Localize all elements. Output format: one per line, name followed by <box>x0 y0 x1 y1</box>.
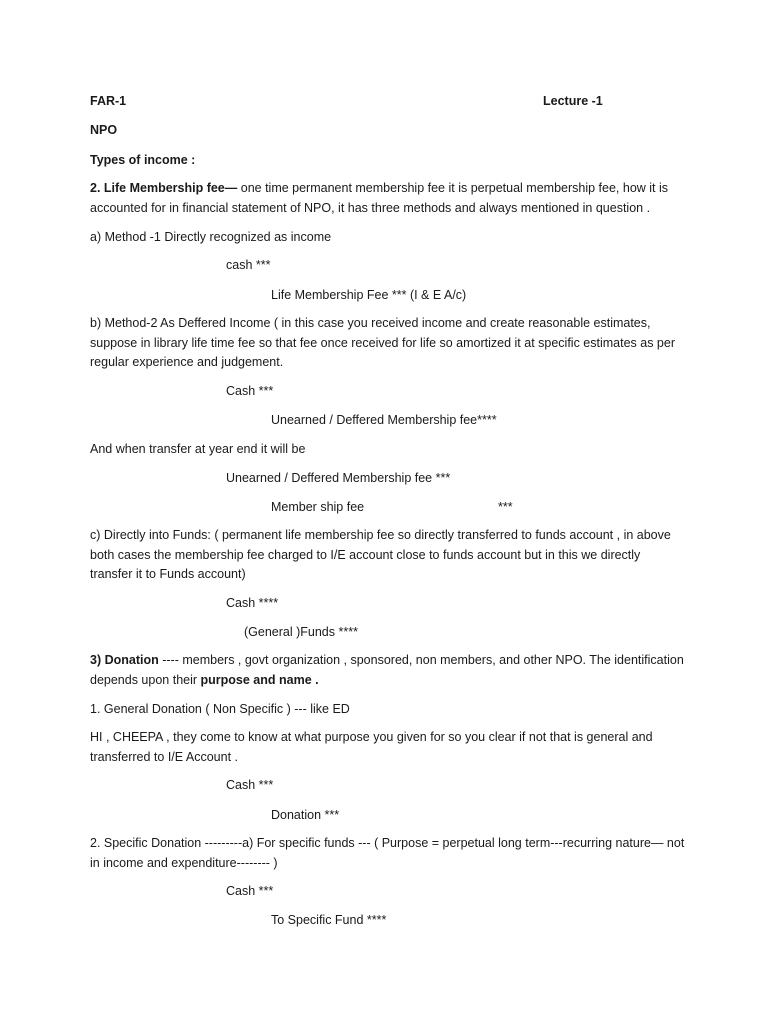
transfer-note: And when transfer at year end it will be <box>90 442 306 456</box>
transfer-debit-entry: Unearned / Deffered Membership fee *** <box>226 471 451 485</box>
donation-description: ---- members , govt organization , sponsored, non members, and other NPO. The identification depends upon their <box>90 653 684 687</box>
life-membership-heading: 2. Life Membership fee— <box>90 181 238 195</box>
method1-credit-entry: Life Membership Fee *** (I & E A/c) <box>271 288 467 302</box>
specific-donation-debit-entry: Cash *** <box>226 884 274 898</box>
method2-debit-entry: Cash *** <box>226 384 274 398</box>
lecture-number: Lecture -1 <box>543 94 603 108</box>
course-code: FAR-1 <box>90 94 127 108</box>
method3-credit-entry: (General )Funds **** <box>244 625 358 639</box>
life-membership-description: one time permanent membership fee it is perpetual membership fee, how it is accounted for in financial statement of NPO, it has three methods and always mentioned in question . <box>90 181 669 215</box>
general-donation-note: HI , CHEEPA , they come to know at what purpose you given for so you clear if not that is general and transferred to I/E Account . <box>90 730 653 764</box>
method1-title: a) Method -1 Directly recognized as income <box>90 230 332 244</box>
donation-heading: 3) Donation <box>90 653 159 667</box>
section-heading: Types of income : <box>90 153 196 167</box>
method2-title: b) Method-2 As Deffered Income ( in this case you received income and create reasonable estimates, suppose in library life time fee so that fee once received for life so amortized it at specific estimates as per regular experience and judgement. <box>90 316 675 369</box>
method1-debit-entry: cash *** <box>226 258 271 272</box>
transfer-credit-amount: *** <box>498 500 513 514</box>
transfer-credit-label: Member ship fee <box>271 500 365 514</box>
general-donation-title: 1. General Donation ( Non Specific ) --- like ED <box>90 702 350 716</box>
method2-credit-entry: Unearned / Deffered Membership fee**** <box>271 413 497 427</box>
donation-paragraph <box>90 651 686 690</box>
subject-title: NPO <box>90 123 118 137</box>
method3-title: c) Directly into Funds: ( permanent life membership fee so directly transferred to funds account , in above both cases the membership fee charged to I/E account close to funds account but in this we directly transfer it to Funds account) <box>90 528 671 581</box>
general-donation-credit-entry: Donation *** <box>271 808 340 822</box>
specific-donation-title: 2. Specific Donation ---------a) For specific funds --- ( Purpose = perpetual long term---recurring nature— not in income and expenditure-------- ) <box>90 836 685 870</box>
specific-donation-credit-entry: To Specific Fund **** <box>271 913 387 927</box>
donation-emphasis: purpose and name . <box>200 672 319 687</box>
method3-debit-entry: Cash **** <box>226 596 279 610</box>
life-membership-paragraph <box>90 179 686 218</box>
general-donation-debit-entry: Cash *** <box>226 778 274 792</box>
